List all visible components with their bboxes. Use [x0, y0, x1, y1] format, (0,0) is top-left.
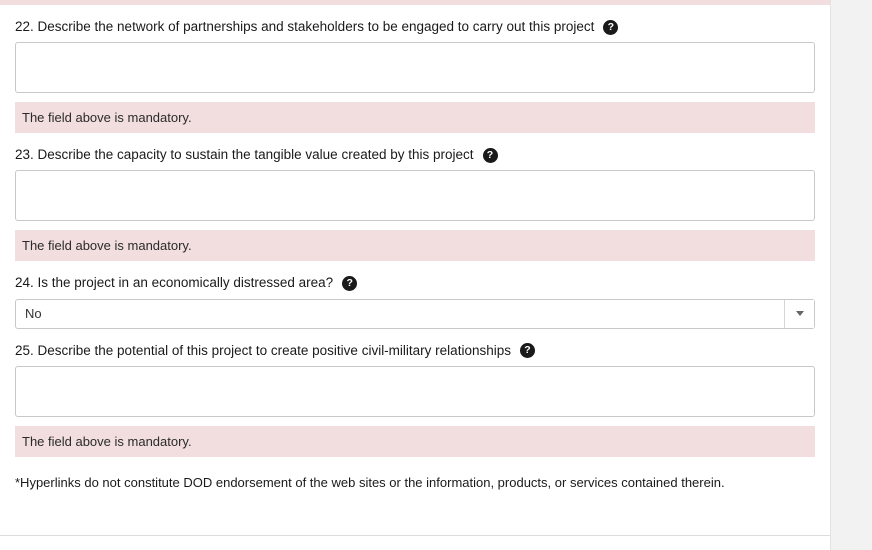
- question-25-label: [15, 343, 815, 359]
- question-25-text: 25. Describe the potential of this project to create positive civil-military relationships: [15, 342, 511, 358]
- question-23-textarea[interactable]: [15, 170, 815, 221]
- footnote-text: *Hyperlinks do not constitute DOD endorsement of the web sites or the information, products, or services contained therein.: [15, 474, 725, 490]
- bottom-divider: [0, 535, 830, 536]
- form-inner: [0, 19, 830, 492]
- help-icon-23[interactable]: ?: [483, 148, 498, 163]
- question-23-mandatory-message: The field above is mandatory.: [15, 230, 815, 261]
- question-25-mandatory-message: The field above is mandatory.: [15, 426, 815, 457]
- mandatory-strip-partial: [0, 0, 830, 5]
- question-24-select[interactable]: [15, 299, 815, 329]
- question-25-textarea[interactable]: [15, 366, 815, 417]
- chevron-down-icon[interactable]: [784, 300, 814, 328]
- help-icon-24[interactable]: ?: [342, 276, 357, 291]
- question-23-text: 23. Describe the capacity to sustain the tangible value created by this project: [15, 147, 474, 163]
- help-icon-22[interactable]: ?: [603, 20, 618, 35]
- right-gutter: [830, 0, 872, 550]
- question-22-textarea[interactable]: [15, 42, 815, 93]
- page-scrollbar-track[interactable]: [831, 0, 872, 550]
- question-24-selected-value: No: [25, 306, 42, 322]
- question-23-label: [15, 147, 815, 163]
- question-24-text: 24. Is the project in an economically distressed area?: [15, 275, 334, 291]
- help-icon-25[interactable]: ?: [520, 343, 535, 358]
- question-22-mandatory-message: The field above is mandatory.: [15, 102, 815, 133]
- caret-shape: [796, 311, 804, 316]
- question-22-label: [15, 19, 815, 35]
- question-24-label: [15, 275, 815, 291]
- question-22-text: 22. Describe the network of partnerships and stakeholders to be engaged to carry out this project: [15, 19, 595, 34]
